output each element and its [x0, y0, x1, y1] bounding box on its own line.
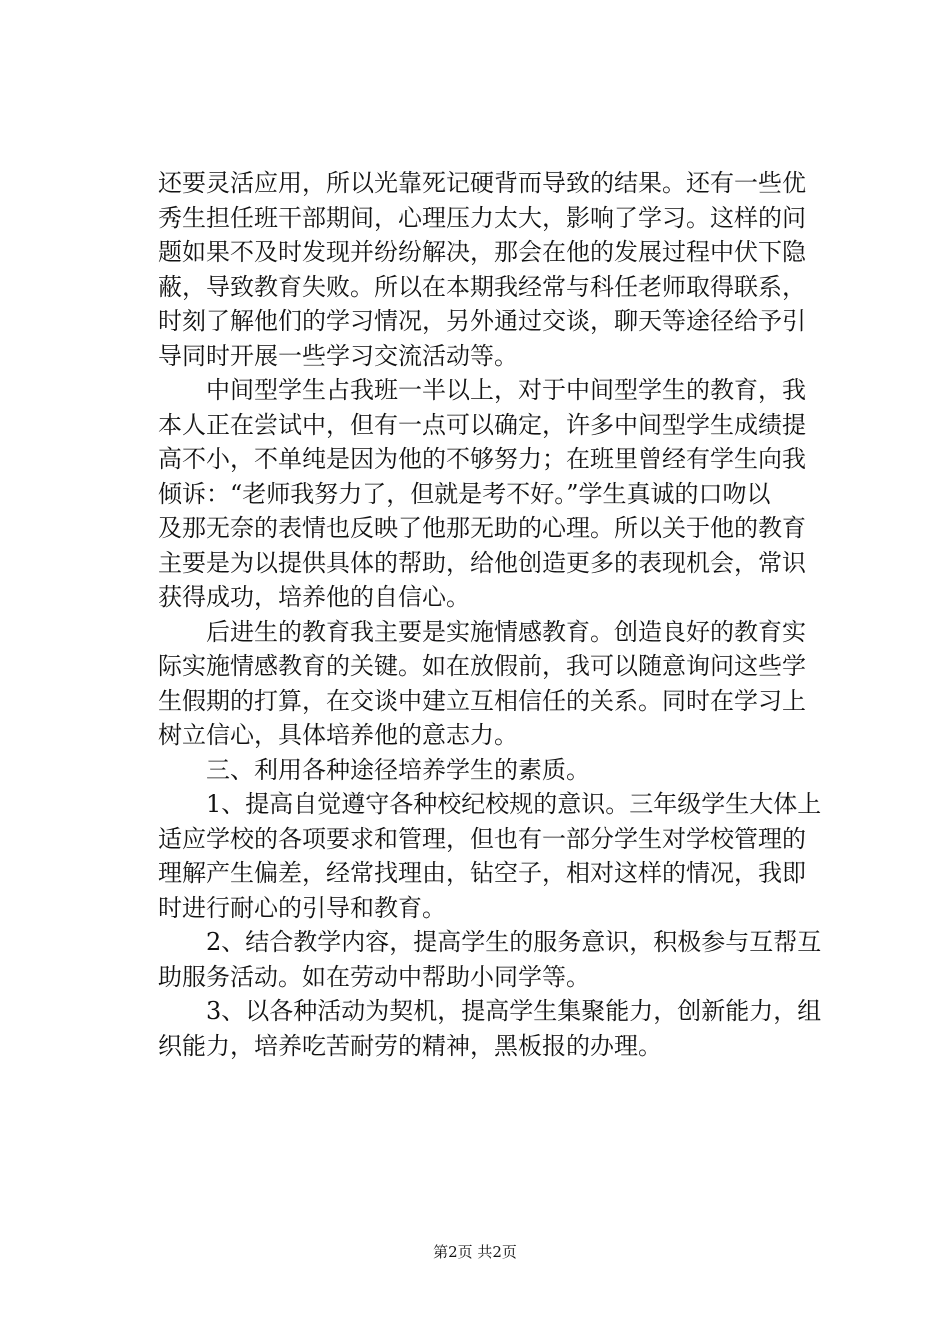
text-line: 助服务活动。如在劳动中帮助小同学等。 — [158, 962, 590, 991]
text-line: 适应学校的各项要求和管理，但也有一部分学生对学校管理的 — [158, 824, 806, 853]
document-body — [158, 166, 834, 1063]
page-number-footer: 第2页 共2页 — [433, 1243, 517, 1261]
text-line: 时进行耐心的引导和教育。 — [158, 893, 446, 922]
text-line: 1、提高自觉遵守各种校纪校规的意识。三年级学生大体上 — [158, 790, 822, 818]
text-line: 三、利用各种途径培养学生的素质。 — [158, 755, 590, 784]
text-line: 本人正在尝试中，但有一点可以确定，许多中间型学生成绩提 — [158, 410, 806, 439]
text-line: 后进生的教育我主要是实施情感教育。创造良好的教育实 — [158, 617, 806, 646]
text-line: 导同时开展一些学习交流活动等。 — [158, 341, 518, 370]
text-line: 高不小，不单纯是因为他的不够努力；在班里曾经有学生向我 — [158, 445, 806, 473]
text-line: 2、结合教学内容，提高学生的服务意识，积极参与互帮互 — [158, 928, 822, 956]
text-line: 3、以各种活动为契机，提高学生集聚能力，创新能力，组 — [158, 997, 822, 1025]
text-line: 还要灵活应用，所以光靠死记硬背而导致的结果。还有一些优 — [158, 169, 806, 197]
text-line: 生假期的打算，在交谈中建立互相信任的关系。同时在学习上 — [158, 686, 806, 715]
text-line: 蔽，导致教育失败。所以在本期我经常与科任老师取得联系， — [158, 272, 806, 301]
text-line: 秀生担任班干部期间，心理压力太大，影响了学习。这样的问 — [158, 203, 806, 232]
text-line: 际实施情感教育的关键。如在放假前，我可以随意询问这些学 — [158, 652, 806, 680]
text-line: 获得成功，培养他的自信心。 — [158, 583, 470, 611]
text-line: 及那无奈的表情也反映了他那无助的心理。所以关于他的教育 — [158, 514, 806, 542]
text-line: 中间型学生占我班一半以上，对于中间型学生的教育，我 — [158, 376, 806, 404]
text-line: 倾诉：“老师我努力了，但就是考不好。”学生真诚的口吻以 — [158, 479, 771, 508]
text-line: 理解产生偏差，经常找理由，钻空子，相对这样的情况，我即 — [158, 859, 806, 887]
text-line: 时刻了解他们的学习情况，另外通过交谈，聊天等途径给予引 — [158, 307, 806, 335]
text-line: 题如果不及时发现并纷纷解决，那会在他的发展过程中伏下隐 — [158, 238, 806, 266]
text-line: 主要是为以提供具体的帮助，给他创造更多的表现机会，常识 — [158, 548, 806, 577]
text-line: 树立信心，具体培养他的意志力。 — [158, 721, 518, 749]
text-line: 织能力，培养吃苦耐劳的精神，黑板报的办理。 — [158, 1031, 662, 1060]
